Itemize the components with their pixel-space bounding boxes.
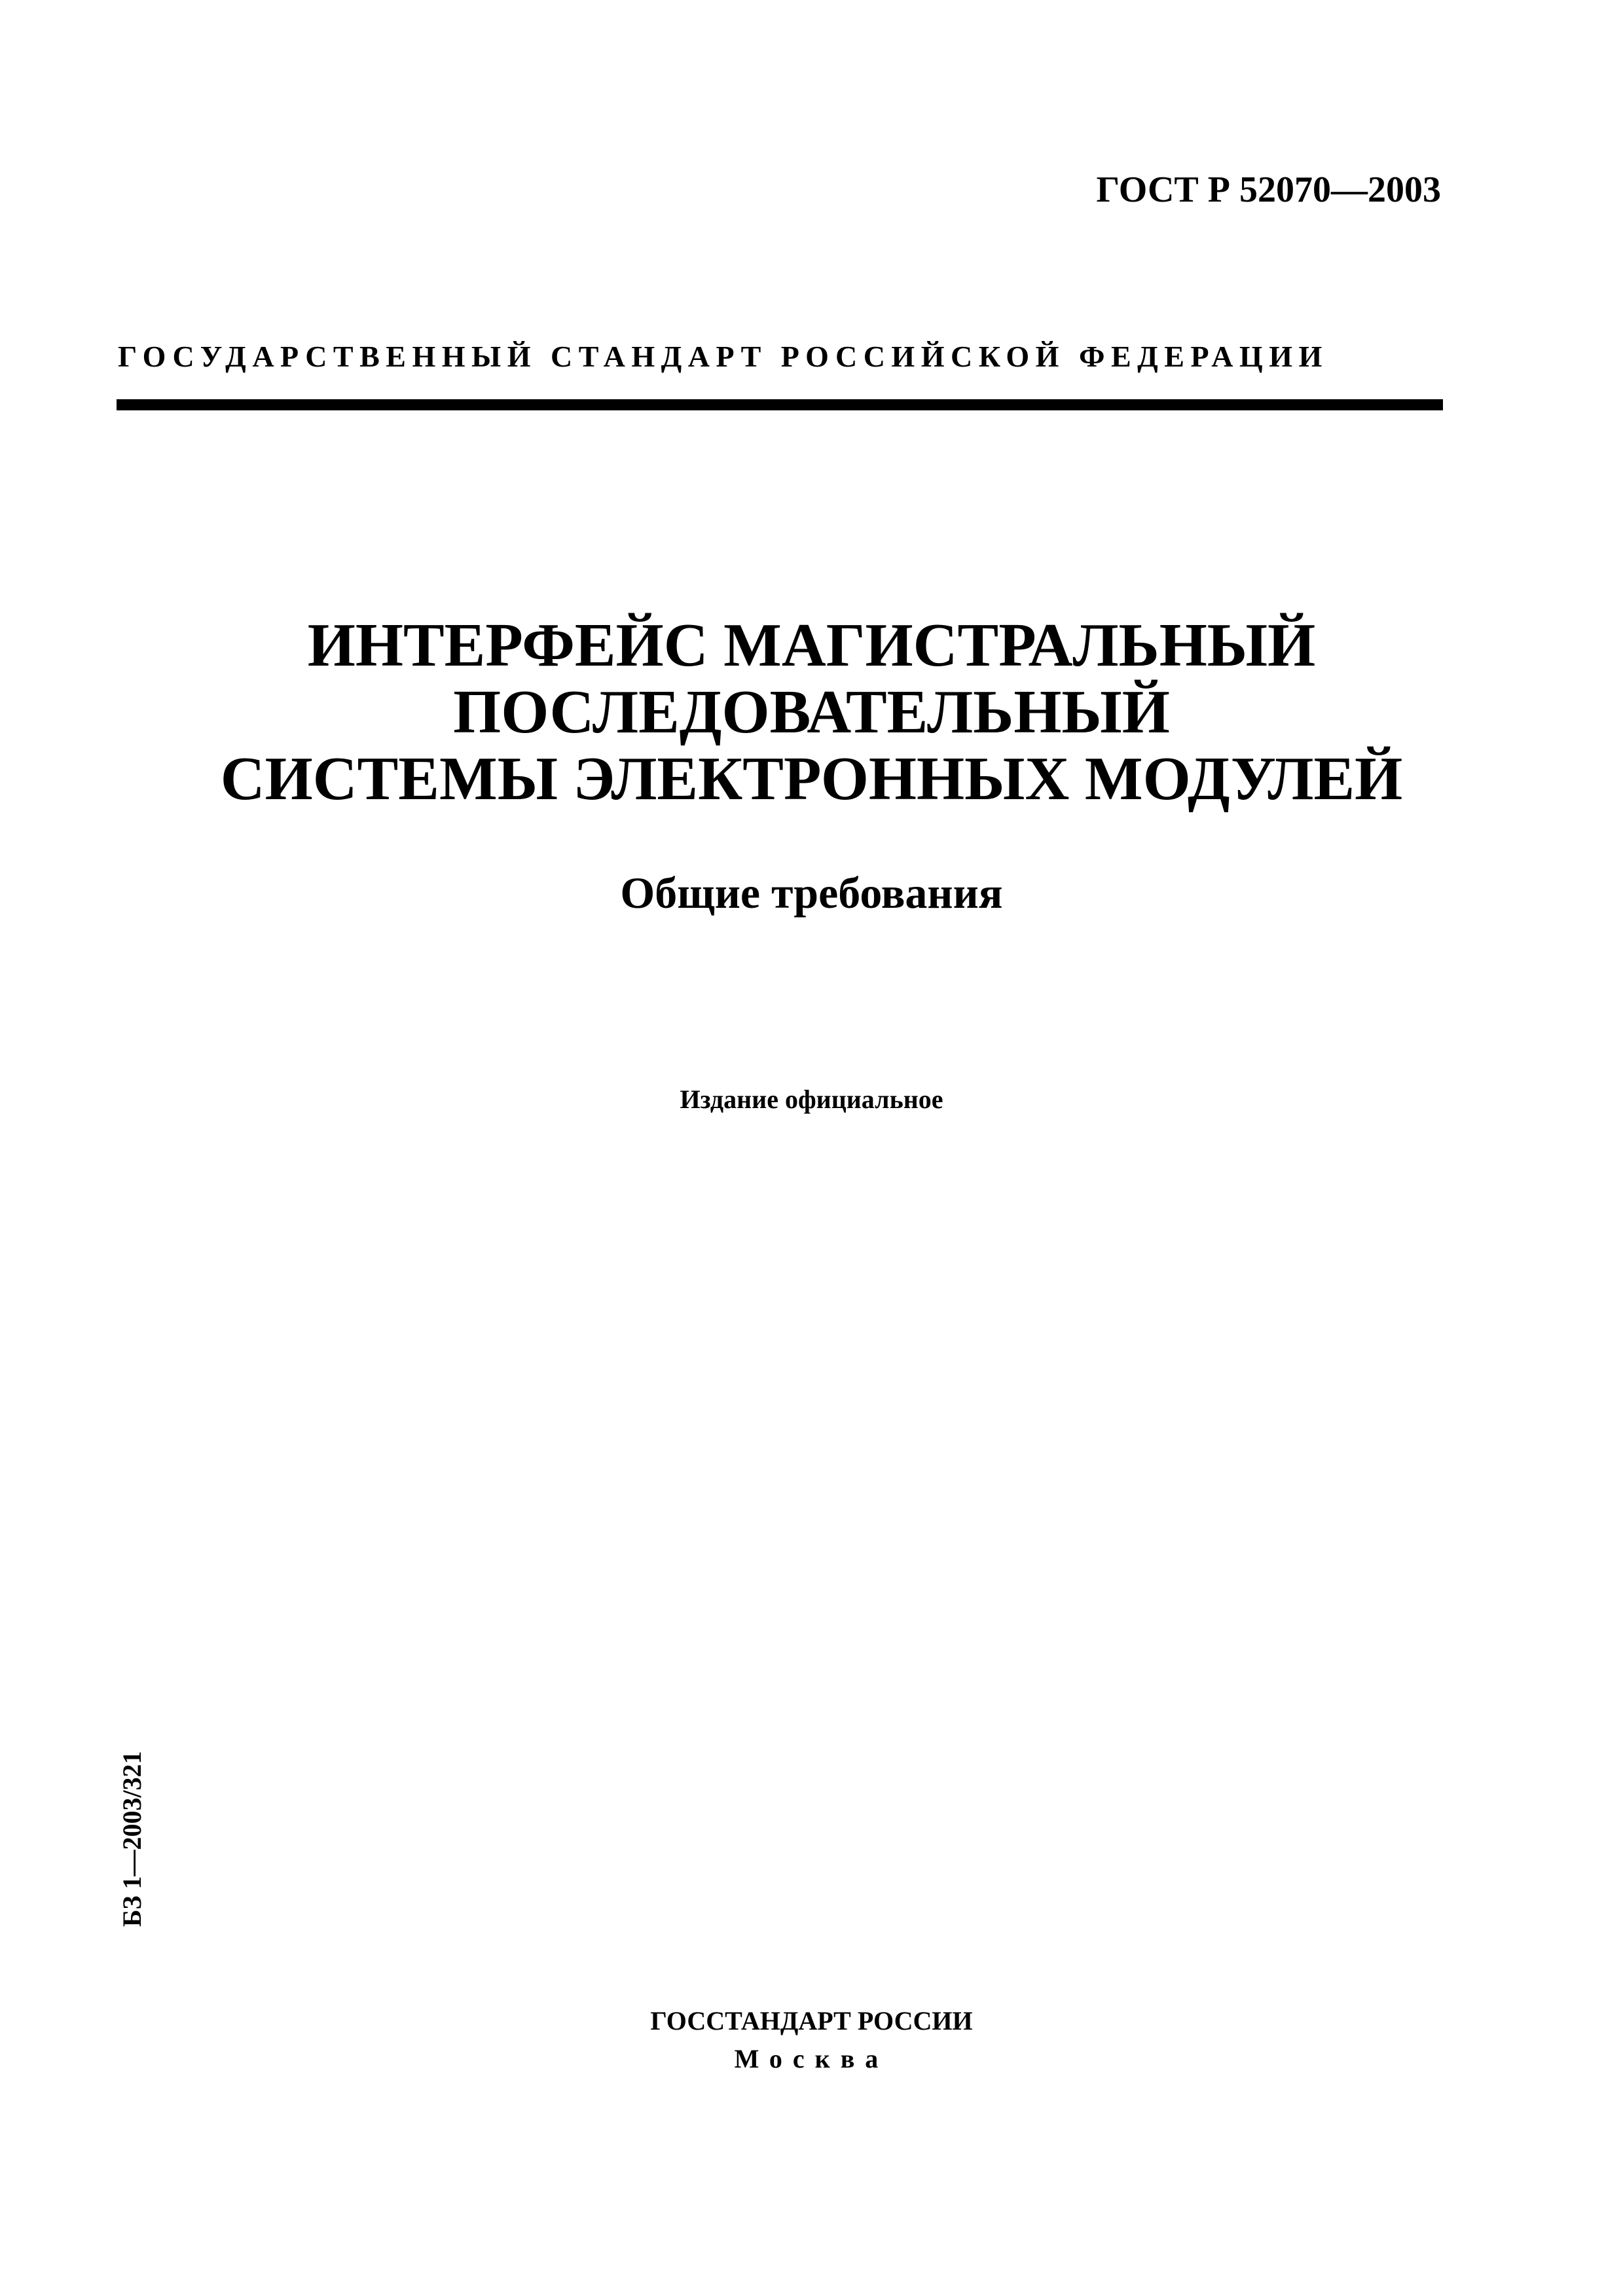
header-title: ГОСУДАРСТВЕННЫЙ СТАНДАРТ РОССИЙСКОЙ ФЕДЕРАЦИИ: [118, 340, 1328, 373]
subtitle: Общие требования: [620, 868, 1003, 918]
publisher: ГОССТАНДАРТ РОССИИ: [650, 2006, 973, 2036]
main-title-line-2: ПОСЛЕДОВАТЕЛЬНЫЙ: [453, 678, 1170, 746]
main-title-line-1: ИНТЕРФЕЙС МАГИСТРАЛЬНЫЙ: [307, 611, 1316, 679]
main-title-line-3: СИСТЕМЫ ЭЛЕКТРОННЫХ МОДУЛЕЙ: [220, 745, 1403, 813]
side-catalog-code: БЗ 1—2003/321: [117, 1751, 147, 1927]
header-divider: [117, 399, 1443, 410]
document-code: ГОСТ Р 52070—2003: [1096, 170, 1441, 210]
edition-label: Издание официальное: [680, 1085, 943, 1114]
publication-city: Москва: [734, 2044, 889, 2073]
main-title: [0, 612, 1623, 812]
